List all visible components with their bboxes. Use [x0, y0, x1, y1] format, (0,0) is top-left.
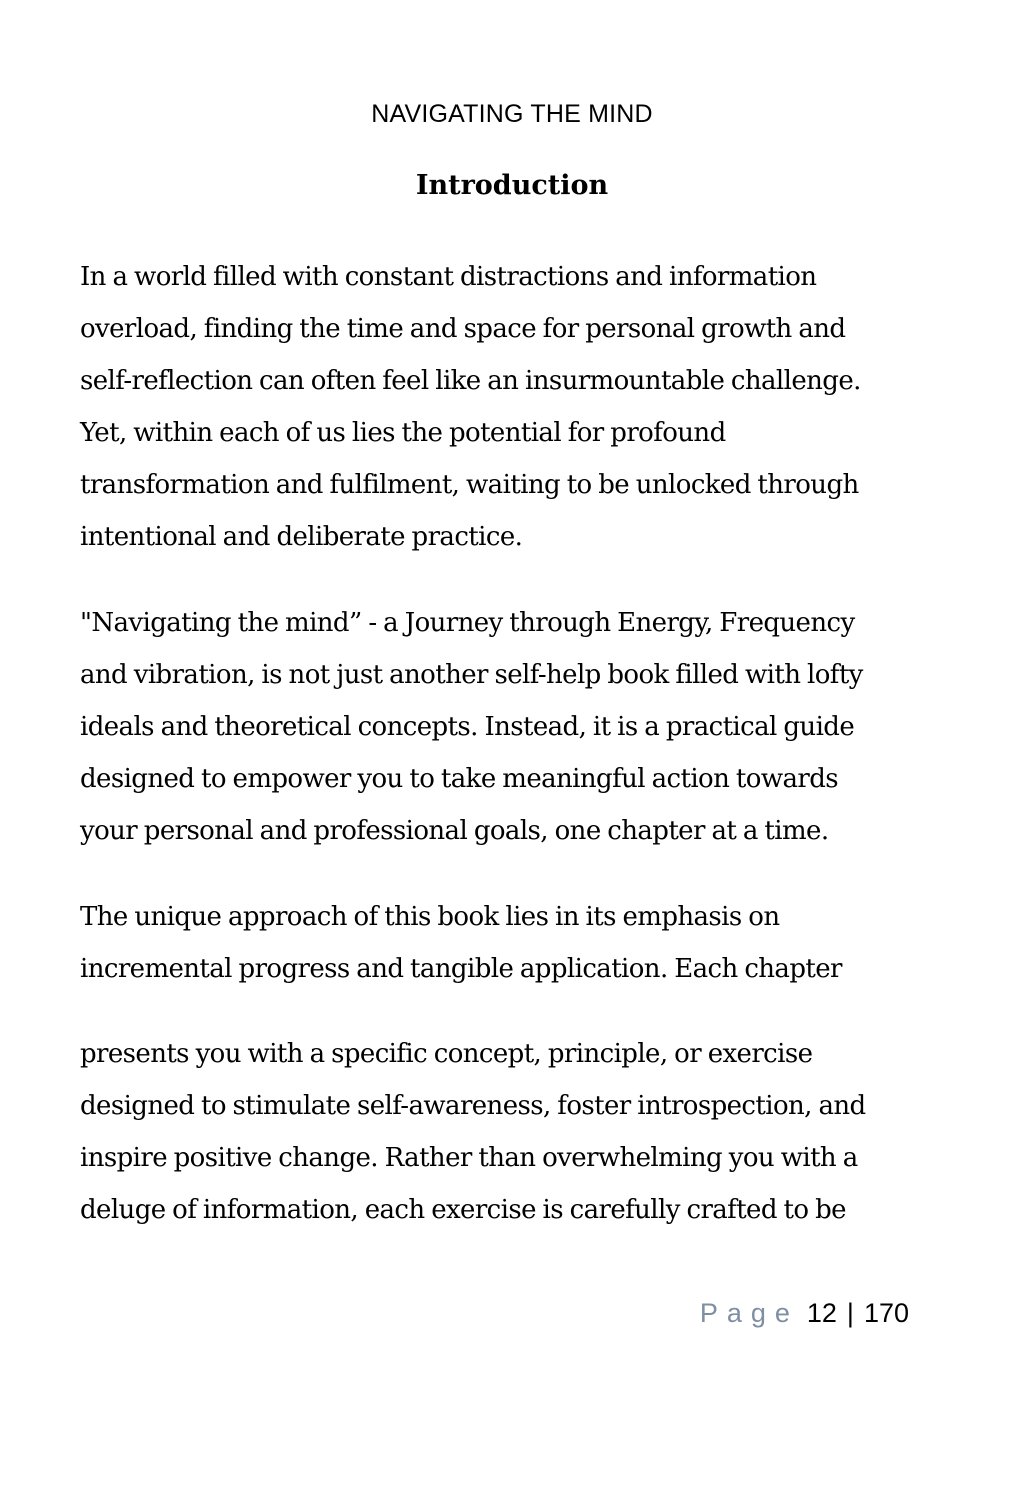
paragraph-line: Yet, within each of us lies the potential for profound [80, 418, 726, 448]
paragraph-line: The unique approach of this book lies in its emphasis on [80, 902, 780, 932]
paragraph-4 [80, 1028, 960, 1236]
paragraph-line: "Navigating the mind” - a Journey through Energy, Frequency [80, 608, 855, 638]
paragraph-line: intentional and deliberate practice. [80, 522, 523, 552]
paragraph-line: inspire positive change. Rather than overwhelming you with a [80, 1143, 858, 1173]
paragraph-line: ideals and theoretical concepts. Instead, it is a practical guide [80, 712, 855, 742]
paragraph-line: incremental progress and tangible application. Each chapter [80, 954, 842, 984]
paragraph-line: designed to empower you to take meaningful action towards [80, 764, 838, 794]
total-pages: 170 [863, 1298, 909, 1328]
paragraph-line: In a world filled with constant distractions and information [80, 262, 817, 292]
page-number: 12 [806, 1298, 837, 1328]
paragraph-2 [80, 597, 960, 857]
running-header: NAVIGATING THE MIND [371, 100, 653, 128]
paragraph-line: your personal and professional goals, one chapter at a time. [80, 816, 829, 846]
paragraph-line: and vibration, is not just another self-help book filled with lofty [80, 660, 863, 690]
chapter-title: Introduction [415, 170, 609, 201]
page-label: Page [699, 1298, 799, 1328]
paragraph-3 [80, 891, 960, 995]
paragraph-line: self-reflection can often feel like an insurmountable challenge. [80, 366, 861, 396]
page-footer [700, 1298, 909, 1329]
paragraph-line: deluge of information, each exercise is carefully crafted to be [80, 1195, 846, 1225]
paragraph-1 [80, 251, 960, 563]
paragraph-line: transformation and fulfilment, waiting to be unlocked through [80, 470, 859, 500]
paragraph-line: designed to stimulate self-awareness, foster introspection, and [80, 1091, 866, 1121]
paragraph-line: presents you with a specific concept, principle, or exercise [80, 1039, 813, 1069]
paragraph-line: overload, finding the time and space for personal growth and [80, 314, 846, 344]
page-separator: | [846, 1298, 854, 1328]
